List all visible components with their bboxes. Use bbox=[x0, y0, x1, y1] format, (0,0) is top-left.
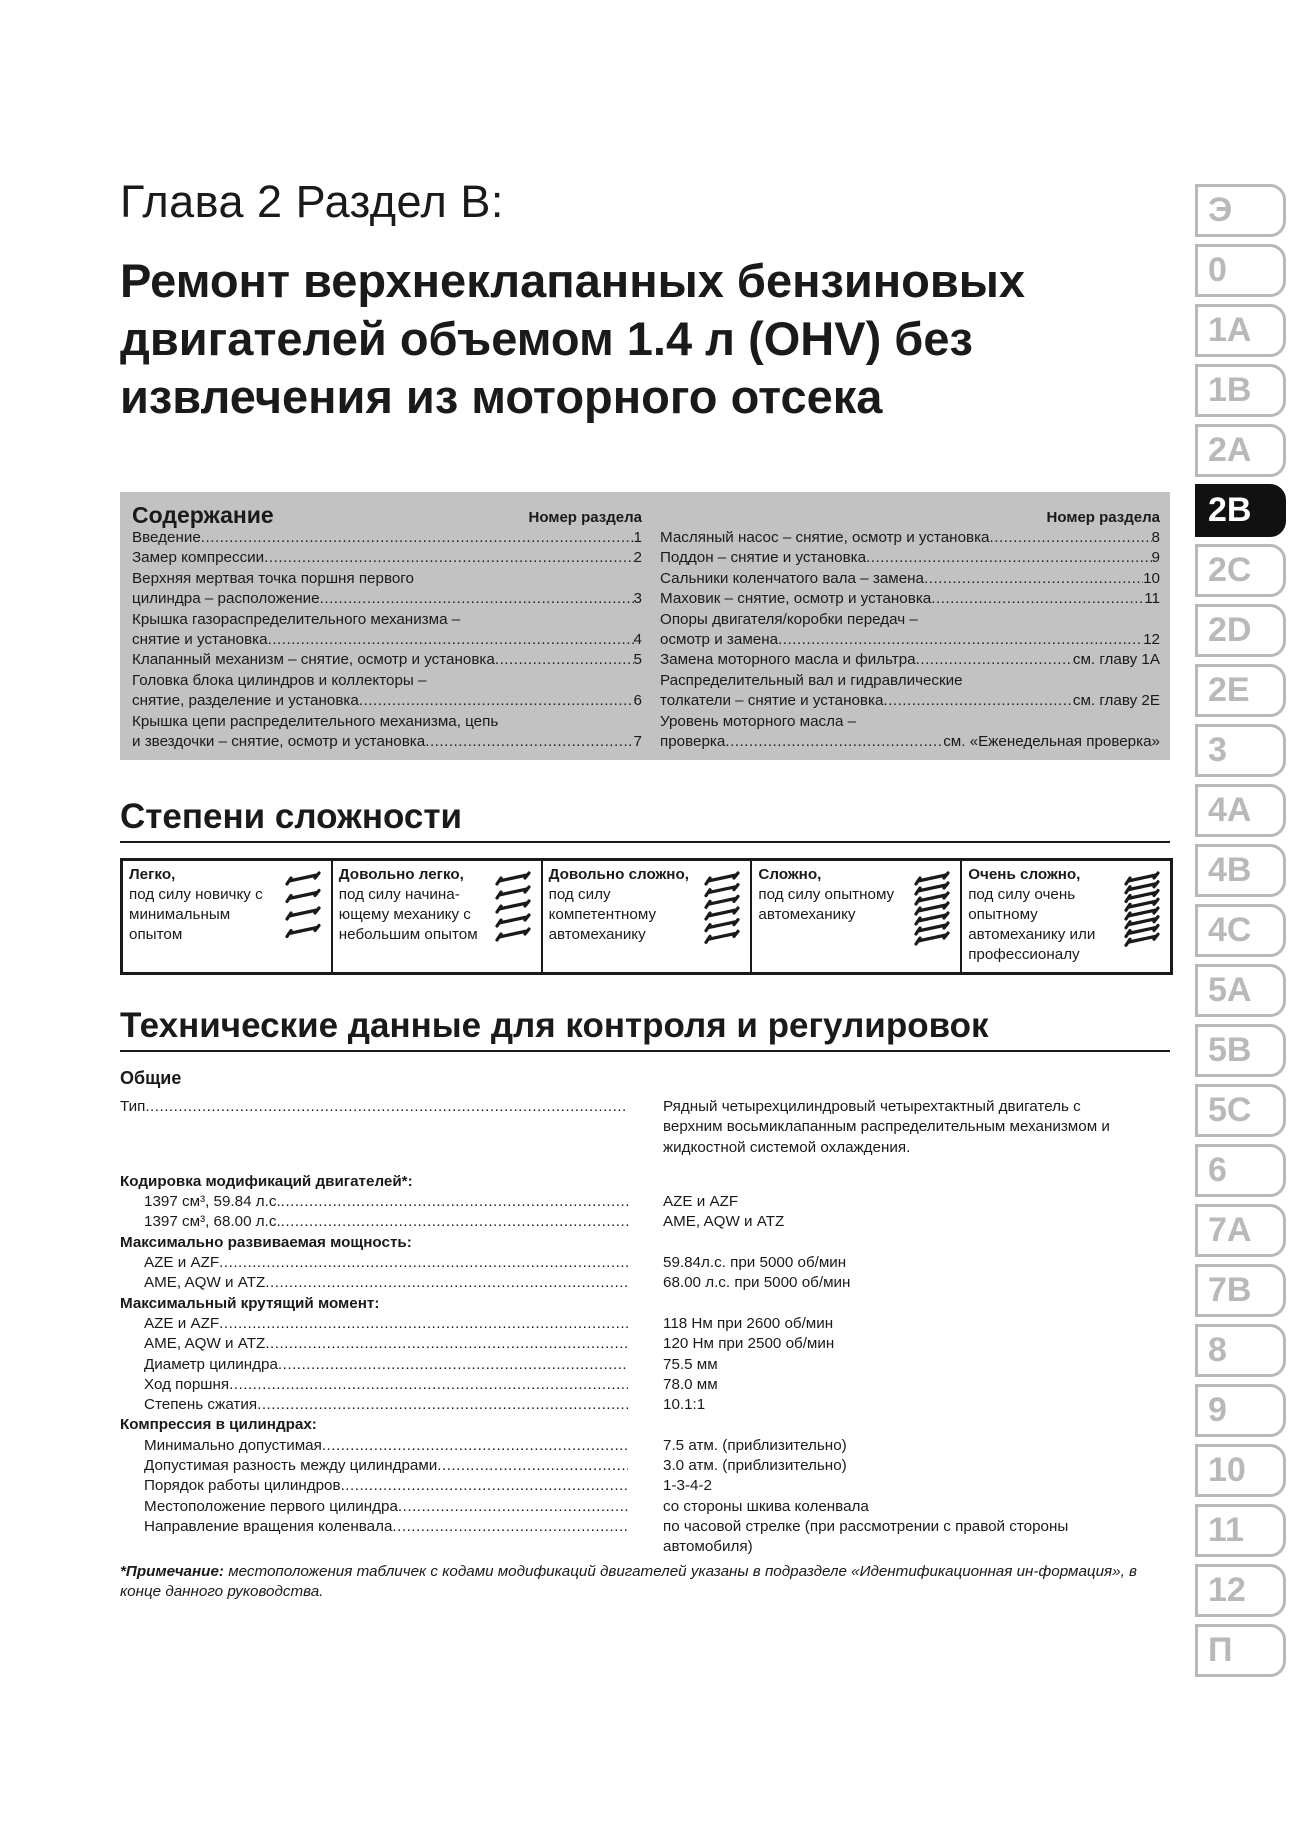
toc-line-text bbox=[132, 610, 642, 630]
toc-leader bbox=[924, 569, 1143, 589]
toc-title: Верхняя мертвая точка поршня первого bbox=[132, 569, 414, 587]
spec-value: 1-3-4-2 bbox=[663, 1477, 712, 1495]
chapter-tab-12[interactable]: 12 bbox=[1195, 1564, 1286, 1617]
toc-line-text bbox=[660, 548, 1160, 568]
spec-leader bbox=[281, 1192, 628, 1212]
spec-leader bbox=[219, 1253, 628, 1273]
toc-title: Замена моторного масла и фильтра bbox=[660, 651, 916, 669]
spec-row bbox=[120, 1517, 1170, 1558]
toc-number: см. «Еженедельная проверка» bbox=[943, 733, 1160, 751]
toc-line-text bbox=[132, 732, 642, 752]
toc-line-text bbox=[660, 528, 1160, 548]
toc-leader bbox=[268, 630, 634, 650]
spec-leader bbox=[229, 1375, 628, 1395]
toc-item[interactable] bbox=[132, 650, 642, 670]
toc-number: см. главу 2Е bbox=[1072, 692, 1160, 710]
toc-leader bbox=[425, 732, 633, 752]
toc-leader bbox=[359, 691, 634, 711]
spec-group-title: Общие bbox=[120, 1068, 182, 1088]
spec-label-cell bbox=[120, 1273, 628, 1293]
toc-line-text bbox=[660, 671, 1160, 691]
spec-row bbox=[120, 1395, 1170, 1415]
toc-number: 12 bbox=[1143, 631, 1160, 649]
contents-right-column bbox=[660, 502, 1160, 752]
spec-label: Порядок работы цилиндров bbox=[144, 1477, 341, 1495]
spec-leader bbox=[219, 1314, 628, 1334]
spec-label: Минимально допустимая bbox=[144, 1436, 322, 1454]
contents-left-column bbox=[132, 502, 642, 752]
spec-leader bbox=[278, 1355, 628, 1375]
tech-spec-table bbox=[120, 1068, 1170, 1558]
difficulty-level bbox=[333, 861, 543, 972]
chapter-tab-2d[interactable]: 2D bbox=[1195, 604, 1286, 657]
toc-leader bbox=[264, 548, 633, 568]
spec-leader bbox=[265, 1273, 628, 1293]
spec-value: 59.84л.с. при 5000 об/мин bbox=[663, 1254, 847, 1272]
difficulty-name: Сложно, bbox=[758, 866, 822, 883]
spec-value: 7.5 атм. (приблизительно) bbox=[663, 1436, 847, 1454]
spec-label-cell bbox=[120, 1395, 628, 1415]
footnote-label: *Примечание: bbox=[120, 1563, 224, 1580]
spec-label-cell bbox=[120, 1355, 628, 1375]
toc-leader bbox=[866, 548, 1151, 568]
spec-row bbox=[120, 1436, 1170, 1456]
spec-value: AME, AQW и ATZ bbox=[663, 1213, 785, 1231]
spec-label: Направление вращения коленвала bbox=[144, 1517, 393, 1535]
spec-row bbox=[120, 1456, 1170, 1476]
toc-line-text bbox=[132, 548, 642, 568]
spec-subheading: Кодировка модификаций двигателей*: bbox=[120, 1172, 413, 1190]
toc-number: 2 bbox=[633, 549, 642, 567]
spec-row bbox=[120, 1355, 1170, 1375]
spec-row bbox=[120, 1497, 1170, 1517]
spec-leader bbox=[392, 1517, 628, 1558]
toc-title: Масляный насос – снятие, осмотр и установка bbox=[660, 529, 990, 546]
wrench-5-icon bbox=[1122, 869, 1162, 947]
chapter-tab-п[interactable]: П bbox=[1195, 1624, 1286, 1677]
spec-label: 1397 см³, 68.00 л.с. bbox=[144, 1213, 281, 1231]
toc-item[interactable] bbox=[132, 528, 642, 548]
difficulty-text bbox=[129, 865, 279, 945]
spec-label-cell bbox=[120, 1212, 628, 1232]
chapter-tab-2c[interactable]: 2C bbox=[1195, 544, 1286, 597]
chapter-tab-1a[interactable]: 1A bbox=[1195, 304, 1286, 357]
toc-number: 6 bbox=[633, 692, 642, 710]
toc-leader bbox=[725, 732, 943, 752]
difficulty-desc: под силу компетентному автомеханику bbox=[548, 886, 657, 943]
spec-leader bbox=[257, 1395, 628, 1415]
toc-title: проверка bbox=[660, 733, 726, 751]
toc-line-text bbox=[132, 712, 642, 732]
spec-value: 118 Нм при 2600 об/мин bbox=[663, 1314, 834, 1332]
chapter-tab-4b[interactable]: 4B bbox=[1195, 844, 1286, 897]
toc-line-text bbox=[132, 589, 642, 609]
toc-line-text bbox=[132, 569, 642, 589]
chapter-tab-11[interactable]: 11 bbox=[1195, 1504, 1286, 1557]
spec-row bbox=[120, 1476, 1170, 1496]
toc-line-text bbox=[660, 569, 1160, 589]
toc-title: Замер компрессии bbox=[132, 549, 265, 567]
spec-label-cell bbox=[120, 1334, 628, 1354]
spec-label: AZE и AZF bbox=[144, 1314, 220, 1332]
chapter-tab-6[interactable]: 6 bbox=[1195, 1144, 1286, 1197]
spec-label-cell bbox=[120, 1436, 628, 1456]
spec-row-type bbox=[120, 1097, 1170, 1158]
toc-title: толкатели – снятие и установка bbox=[660, 692, 884, 710]
spec-row bbox=[120, 1212, 1170, 1232]
chapter-tab-8[interactable]: 8 bbox=[1195, 1324, 1286, 1377]
toc-item[interactable] bbox=[660, 548, 1160, 568]
spec-row bbox=[120, 1253, 1170, 1273]
spec-row bbox=[120, 1375, 1170, 1395]
difficulty-level bbox=[123, 861, 333, 972]
chapter-tab-4a[interactable]: 4A bbox=[1195, 784, 1286, 837]
toc-leader bbox=[201, 528, 634, 548]
toc-line-text bbox=[132, 630, 642, 650]
toc-title: Сальники коленчатого вала – замена bbox=[660, 569, 925, 587]
spec-leader bbox=[398, 1497, 628, 1517]
difficulty-desc: под силу начина-ющему механику с небольшим опытом bbox=[338, 886, 478, 943]
toc-item[interactable] bbox=[660, 589, 1160, 609]
toc-item[interactable] bbox=[660, 528, 1160, 548]
toc-leader bbox=[495, 650, 634, 670]
toc-number: 8 bbox=[1151, 529, 1160, 546]
spec-label-cell bbox=[120, 1497, 628, 1517]
toc-leader bbox=[883, 691, 1072, 711]
chapter-tab-5a[interactable]: 5A bbox=[1195, 964, 1286, 1017]
toc-item[interactable] bbox=[660, 671, 1160, 712]
spec-label-cell bbox=[120, 1517, 628, 1558]
toc-number: 3 bbox=[633, 590, 642, 608]
chapter-tab-1b[interactable]: 1B bbox=[1195, 364, 1286, 417]
difficulty-level bbox=[543, 861, 753, 972]
toc-title: Клапанный механизм – снятие, осмотр и установка bbox=[132, 651, 495, 669]
spec-row bbox=[120, 1314, 1170, 1334]
chapter-tab-5b[interactable]: 5B bbox=[1195, 1024, 1286, 1077]
spec-label: Тип bbox=[120, 1098, 146, 1115]
toc-line-text bbox=[660, 610, 1160, 630]
spec-subheading: Компрессия в цилиндрах: bbox=[120, 1416, 317, 1434]
spec-value: 78.0 мм bbox=[663, 1375, 718, 1393]
difficulty-desc: под силу очень опытному автомеханику или профессионалу bbox=[968, 886, 1096, 963]
toc-line-text bbox=[132, 650, 642, 670]
toc-number: 7 bbox=[633, 733, 642, 751]
spec-value: по часовой стрелке (при рассмотрении с правой стороны автомобиля) bbox=[663, 1517, 1069, 1556]
spec-label: AME, AQW и ATZ bbox=[144, 1335, 266, 1353]
chapter-tabs bbox=[1195, 184, 1286, 1684]
toc-title: Крышка газораспределительного механизма – bbox=[132, 610, 461, 628]
toc-title: и звездочки – снятие, осмотр и установка bbox=[132, 733, 426, 751]
spec-label-cell bbox=[120, 1192, 628, 1212]
chapter-tab-3[interactable]: 3 bbox=[1195, 724, 1286, 777]
toc-number: см. главу 1А bbox=[1072, 651, 1160, 669]
page-title: Ремонт верхнеклапанных бензиновых двигателей объемом 1.4 л (OHV) без извлечения из моторного отсека bbox=[120, 254, 1026, 423]
spec-label: Ход поршня bbox=[144, 1375, 230, 1393]
wrench-2-icon bbox=[493, 869, 533, 947]
toc-item[interactable] bbox=[132, 548, 642, 568]
spec-leader bbox=[281, 1212, 628, 1232]
toc-item[interactable] bbox=[132, 671, 642, 712]
toc-title: Опоры двигателя/коробки передач – bbox=[660, 610, 918, 628]
spec-leader bbox=[322, 1436, 628, 1456]
spec-value: AZE и AZF bbox=[663, 1193, 739, 1211]
spec-leader bbox=[341, 1476, 628, 1496]
spec-leader bbox=[265, 1334, 628, 1354]
spec-label-cell bbox=[120, 1476, 628, 1496]
footnote-text: местоположения табличек с кодами модификаций двигателей указаны в подразделе «Идентификационная ин-формация», в конце данного руководства. bbox=[120, 1563, 1137, 1601]
section-number-label: Номер раздела bbox=[1046, 509, 1160, 526]
spec-row bbox=[120, 1334, 1170, 1354]
toc-title: осмотр и замена bbox=[660, 631, 779, 649]
tech-data-heading: Технические данные для контроля и регулировок bbox=[120, 1006, 1170, 1052]
spec-label-cell bbox=[120, 1314, 628, 1334]
wrench-1-icon bbox=[283, 869, 323, 947]
toc-title: Распределительный вал и гидравлические bbox=[660, 671, 963, 689]
spec-leader bbox=[437, 1456, 628, 1476]
contents-box bbox=[120, 492, 1170, 760]
spec-value: Рядный четырехцилиндровый четырехтактный двигатель с верхним восьмиклапанным распределительным механизмом и жидкостной системой охлаждения. bbox=[663, 1098, 1110, 1156]
difficulty-name: Очень сложно, bbox=[968, 866, 1081, 883]
spec-value: 68.00 л.с. при 5000 об/мин bbox=[663, 1274, 851, 1292]
footnote bbox=[120, 1562, 1170, 1603]
toc-title: цилиндра – расположение bbox=[132, 590, 320, 608]
difficulty-text bbox=[968, 865, 1118, 965]
spec-value: 75.5 мм bbox=[663, 1355, 718, 1373]
difficulty-level bbox=[962, 861, 1170, 972]
wrench-3-icon bbox=[702, 869, 742, 947]
chapter-tab-10[interactable]: 10 bbox=[1195, 1444, 1286, 1497]
toc-line-text bbox=[660, 589, 1160, 609]
difficulty-box bbox=[120, 858, 1173, 975]
difficulty-name: Довольно сложно, bbox=[548, 866, 689, 883]
spec-label: Степень сжатия bbox=[144, 1396, 258, 1414]
difficulty-text bbox=[339, 865, 489, 945]
toc-line-text bbox=[132, 691, 642, 711]
difficulty-name: Довольно легко, bbox=[338, 866, 464, 883]
spec-value: 10.1:1 bbox=[663, 1396, 706, 1414]
toc-title: Головка блока цилиндров и коллекторы – bbox=[132, 671, 427, 689]
spec-label: 1397 см³, 59.84 л.с. bbox=[144, 1193, 281, 1211]
spec-label: AZE и AZF bbox=[144, 1254, 220, 1272]
toc-leader bbox=[990, 528, 1152, 548]
toc-item[interactable] bbox=[660, 712, 1160, 753]
spec-subheading: Максимальный крутящий момент: bbox=[120, 1294, 380, 1312]
toc-number: 11 bbox=[1144, 590, 1160, 608]
toc-title: Маховик – снятие, осмотр и установка bbox=[660, 590, 932, 608]
spec-subheading: Максимально развиваемая мощность: bbox=[120, 1233, 412, 1251]
toc-item[interactable] bbox=[660, 569, 1160, 589]
toc-item[interactable] bbox=[132, 569, 642, 610]
chapter-tab-2e[interactable]: 2E bbox=[1195, 664, 1286, 717]
toc-title: Уровень моторного масла – bbox=[660, 712, 857, 730]
toc-leader bbox=[778, 630, 1143, 650]
toc-line-text bbox=[660, 630, 1160, 650]
spec-row bbox=[120, 1192, 1170, 1212]
toc-line-text bbox=[660, 691, 1160, 711]
toc-leader bbox=[916, 650, 1073, 670]
spec-value: 3.0 атм. (приблизительно) bbox=[663, 1457, 847, 1475]
section-number-label: Номер раздела bbox=[528, 509, 642, 526]
spec-label: Допустимая разность между цилиндрами bbox=[144, 1457, 438, 1475]
chapter-tab-2a[interactable]: 2A bbox=[1195, 424, 1286, 477]
toc-number: 5 bbox=[633, 651, 642, 669]
contents-label: Содержание bbox=[132, 502, 274, 528]
chapter-tab-0[interactable]: 0 bbox=[1195, 244, 1286, 297]
difficulty-name: Легко, bbox=[129, 866, 176, 883]
toc-line-text bbox=[660, 732, 1160, 752]
difficulty-desc: под силу новичку с минимальным опытом bbox=[129, 886, 263, 943]
spec-label: Диаметр цилиндра bbox=[144, 1355, 278, 1373]
difficulty-text bbox=[758, 865, 908, 925]
toc-line-text bbox=[132, 528, 642, 548]
toc-line-text bbox=[132, 671, 642, 691]
spec-value: со стороны шкива коленвала bbox=[663, 1497, 869, 1515]
toc-number: 1 bbox=[633, 529, 642, 546]
difficulty-desc: под силу опытному автомеханику bbox=[758, 886, 895, 923]
toc-title: Поддон – снятие и установка bbox=[660, 549, 867, 567]
toc-number: 4 bbox=[633, 631, 642, 649]
chapter-tab-5c[interactable]: 5C bbox=[1195, 1084, 1286, 1137]
toc-item[interactable] bbox=[660, 610, 1160, 651]
toc-leader bbox=[320, 589, 634, 609]
toc-title: снятие и установка bbox=[132, 631, 268, 649]
toc-item[interactable] bbox=[660, 650, 1160, 670]
toc-line-text bbox=[660, 712, 1160, 732]
toc-line-text bbox=[660, 650, 1160, 670]
difficulty-level bbox=[752, 861, 962, 972]
chapter-tab-7b[interactable]: 7B bbox=[1195, 1264, 1286, 1317]
spec-label-cell bbox=[120, 1253, 628, 1273]
toc-title: Крышка цепи распределительного механизма, цепь bbox=[132, 712, 499, 730]
toc-number: 10 bbox=[1143, 569, 1160, 587]
spec-value: 120 Нм при 2500 об/мин bbox=[663, 1335, 835, 1353]
difficulty-heading: Степени сложности bbox=[120, 797, 1170, 843]
spec-label: AME, AQW и ATZ bbox=[144, 1274, 266, 1292]
toc-number: 9 bbox=[1151, 549, 1160, 567]
difficulty-text bbox=[549, 865, 699, 945]
toc-title: снятие, разделение и установка bbox=[132, 692, 359, 710]
chapter-tab-э[interactable]: Э bbox=[1195, 184, 1286, 237]
wrench-4-icon bbox=[912, 869, 952, 947]
chapter-tab-2b[interactable]: 2B bbox=[1195, 484, 1286, 537]
toc-leader bbox=[931, 589, 1144, 609]
chapter-tab-4c[interactable]: 4C bbox=[1195, 904, 1286, 957]
toc-title: Введение bbox=[132, 529, 201, 546]
spec-label: Местоположение первого цилиндра bbox=[144, 1497, 398, 1515]
chapter-tab-9[interactable]: 9 bbox=[1195, 1384, 1286, 1437]
spec-row bbox=[120, 1273, 1170, 1293]
chapter-tab-7a[interactable]: 7A bbox=[1195, 1204, 1286, 1257]
spec-label-cell bbox=[120, 1375, 628, 1395]
toc-item[interactable] bbox=[132, 712, 642, 753]
chapter-heading: Глава 2 Раздел В: bbox=[120, 176, 504, 227]
spec-label-cell bbox=[120, 1456, 628, 1476]
toc-item[interactable] bbox=[132, 610, 642, 651]
